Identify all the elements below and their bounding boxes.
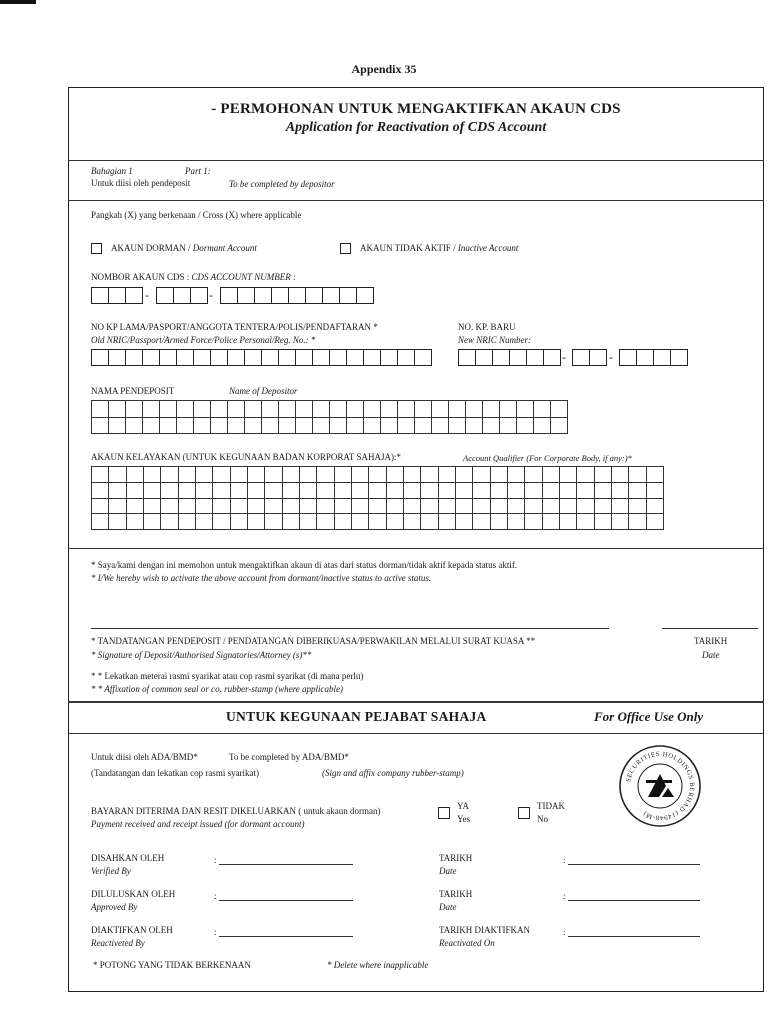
depositor-name-label-ms: NAMA PENDEPOSIT (91, 386, 175, 396)
company-seal-logo (618, 744, 702, 828)
payment-yes-checkbox[interactable] (438, 807, 450, 819)
dormant-label (111, 243, 257, 253)
approved-label-en: Approved By (91, 902, 138, 912)
new-nric-sep-2: - (609, 350, 613, 364)
inactive-label-ms: AKAUN TIDAK AKTIF / (360, 243, 456, 253)
inactive-checkbox[interactable] (340, 243, 351, 254)
cds-number-label-ms: NOMBOR AKAUN CDS : (91, 272, 190, 282)
signature-date-label-en: Date (702, 650, 720, 660)
approved-date-colon: : (563, 891, 566, 901)
verified-date-colon: : (563, 855, 566, 865)
verified-colon: : (214, 855, 217, 865)
payment-no-en: No (537, 814, 548, 824)
scan-corner-mark (0, 0, 36, 4)
qualifier-grid[interactable] (91, 466, 664, 530)
form-subtitle: Application for Reactivation of CDS Account (285, 120, 547, 135)
reactivated-date-field[interactable] (568, 936, 700, 937)
verified-field[interactable] (219, 864, 353, 865)
old-nric-label-ms: NO KP LAMA/PASPORT/ANGGOTA TENTERA/POLIS/PENDAFTARAN * (91, 322, 378, 332)
payment-label-en: Payment received and receipt issued (for dormant account) (91, 819, 305, 829)
part-label-ms: Bahagian 1 (91, 166, 133, 176)
cds-number-label (91, 272, 296, 282)
part-desc-ms: Untuk diisi oleh pendeposit (91, 178, 191, 188)
reactivated-colon: : (214, 927, 217, 937)
signature-date-label-ms: TARIKH (694, 636, 728, 646)
payment-yes-ms: YA (457, 801, 470, 811)
divider-declaration (68, 548, 764, 549)
reactivated-date-colon: : (563, 927, 566, 937)
reactivated-label-ms: DIAKTIFKAN OLEH (91, 925, 173, 935)
seal-ring-text: SECURITIES HOLDINGS BERHAD (14948-M) (625, 750, 696, 822)
payment-no-ms: TIDAK (537, 801, 565, 811)
approved-colon: : (214, 891, 217, 901)
payment-label-ms: BAYARAN DITERIMA DAN RESIT DIKELUARKAN ( untuk akaun dorman) (91, 806, 381, 816)
verified-date-field[interactable] (568, 864, 700, 865)
payment-no-checkbox[interactable] (518, 807, 530, 819)
part-desc-en: To be completed by depositor (229, 179, 335, 189)
new-nric-segment-2[interactable] (572, 349, 607, 366)
new-nric-sep-1: - (562, 350, 566, 364)
instruction-text: Pangkah (X) yang berkenaan / Cross (X) where applicable (91, 210, 302, 220)
approved-date-ms: TARIKH (439, 889, 473, 899)
approved-field[interactable] (219, 900, 353, 901)
approved-date-field[interactable] (568, 900, 700, 901)
new-nric-label-ms: NO. KP. BARU (458, 322, 516, 332)
verified-date-en: Date (439, 866, 457, 876)
office-title-en: For Office Use Only (594, 709, 704, 724)
cds-number-segment-2[interactable] (156, 287, 208, 304)
old-nric-input[interactable] (91, 349, 432, 366)
signature-label-ms: * TANDATANGAN PENDEPOSIT / PENDATANGAN DIBERIKUASA/PERWAKILAN MELALUI SURAT KUASA ** (91, 636, 536, 646)
payment-yes-en: Yes (457, 814, 471, 824)
dormant-label-ms: AKAUN DORMAN / (111, 243, 191, 253)
inactive-label-en: Inactive Account (457, 243, 519, 253)
seal-note-ms: * * Lekatkan meterai rasmi syarikat atau cop rasmi syarikat (di mana perlu) (91, 671, 364, 681)
cds-sep-2: - (209, 288, 213, 302)
appendix-label: Appendix 35 (351, 62, 417, 76)
signature-label-en: * Signature of Deposit/Authorised Signatories/Attorney (s)** (91, 650, 312, 660)
old-nric-label-en: Old NRIC/Passport/Armed Force/Police Personal/Reg. No.: * (91, 335, 316, 345)
dormant-label-en: Dormant Account (192, 243, 257, 253)
verified-date-ms: TARIKH (439, 853, 473, 863)
new-nric-label-en: New NRIC Number: (458, 335, 531, 345)
cds-number-segment-1[interactable] (91, 287, 143, 304)
approved-date-en: Date (439, 902, 457, 912)
qualifier-label-en: Account Qualifier (For Corporate Body, if any:)* (463, 453, 632, 463)
declaration-en: * I/We hereby wish to activate the above account from dormant/inactive status to active status. (91, 573, 432, 583)
form-title: - PERMOHONAN UNTUK MENGAKTIFKAN AKAUN CDS (211, 101, 621, 117)
form-frame (68, 87, 764, 992)
new-nric-segment-1[interactable] (458, 349, 561, 366)
signature-line[interactable] (91, 628, 609, 629)
qualifier-label-ms: AKAUN KELAYAKAN (UNTUK KEGUNAAN BADAN KORPORAT SAHAJA):* (91, 452, 402, 462)
approved-label-ms: DILULUSKAN OLEH (91, 889, 176, 899)
dormant-checkbox[interactable] (91, 243, 102, 254)
part-label-en: Part 1: (185, 166, 211, 176)
office-by-ms: Untuk diisi oleh ADA/BMD* (91, 752, 198, 762)
cross-out-note-en: * Delete where inapplicable (327, 960, 429, 970)
signature-date-line[interactable] (662, 628, 758, 629)
cds-sep-1: - (145, 288, 149, 302)
verified-label-en: Verified By (91, 866, 131, 876)
divider-office-title (68, 733, 764, 734)
verified-label-ms: DISAHKAN OLEH (91, 853, 165, 863)
cross-out-note-ms: * POTONG YANG TIDAK BERKENAAN (93, 960, 251, 970)
reactivated-label-en: Reactiveted By (91, 938, 145, 948)
seal-note-en: * * Affixation of common seal or co. rubber-stamp (where applicable) (91, 684, 344, 694)
declaration-ms: * Saya/kami dengan ini memohon untuk mengaktifkan akaun di atas dari status dorman/tidak aktif kepada status aktif. (91, 560, 518, 570)
reactivated-field[interactable] (219, 936, 353, 937)
divider-part (68, 200, 764, 201)
office-stamp-en: (Sign and affix company rubber-stamp) (322, 768, 464, 778)
office-stamp-ms: (Tandatangan dan lekatkan cop rasmi syarikat) (91, 768, 260, 778)
cds-number-segment-3[interactable] (220, 287, 374, 304)
inactive-label (360, 243, 518, 253)
office-by-en: To be completed by ADA/BMD* (229, 752, 349, 762)
reactivated-date-en: Reactivated On (439, 938, 495, 948)
reactivated-date-ms: TARIKH DIAKTIFKAN (439, 925, 531, 935)
new-nric-segment-3[interactable] (619, 349, 688, 366)
office-title: UNTUK KEGUNAAN PEJABAT SAHAJA (226, 709, 487, 724)
divider-office (68, 701, 764, 703)
divider-title (68, 160, 764, 161)
cds-number-label-en: CDS ACCOUNT NUMBER : (191, 272, 296, 282)
depositor-name-grid[interactable] (91, 400, 568, 434)
depositor-name-label-en: Name of Depositor (229, 386, 298, 396)
